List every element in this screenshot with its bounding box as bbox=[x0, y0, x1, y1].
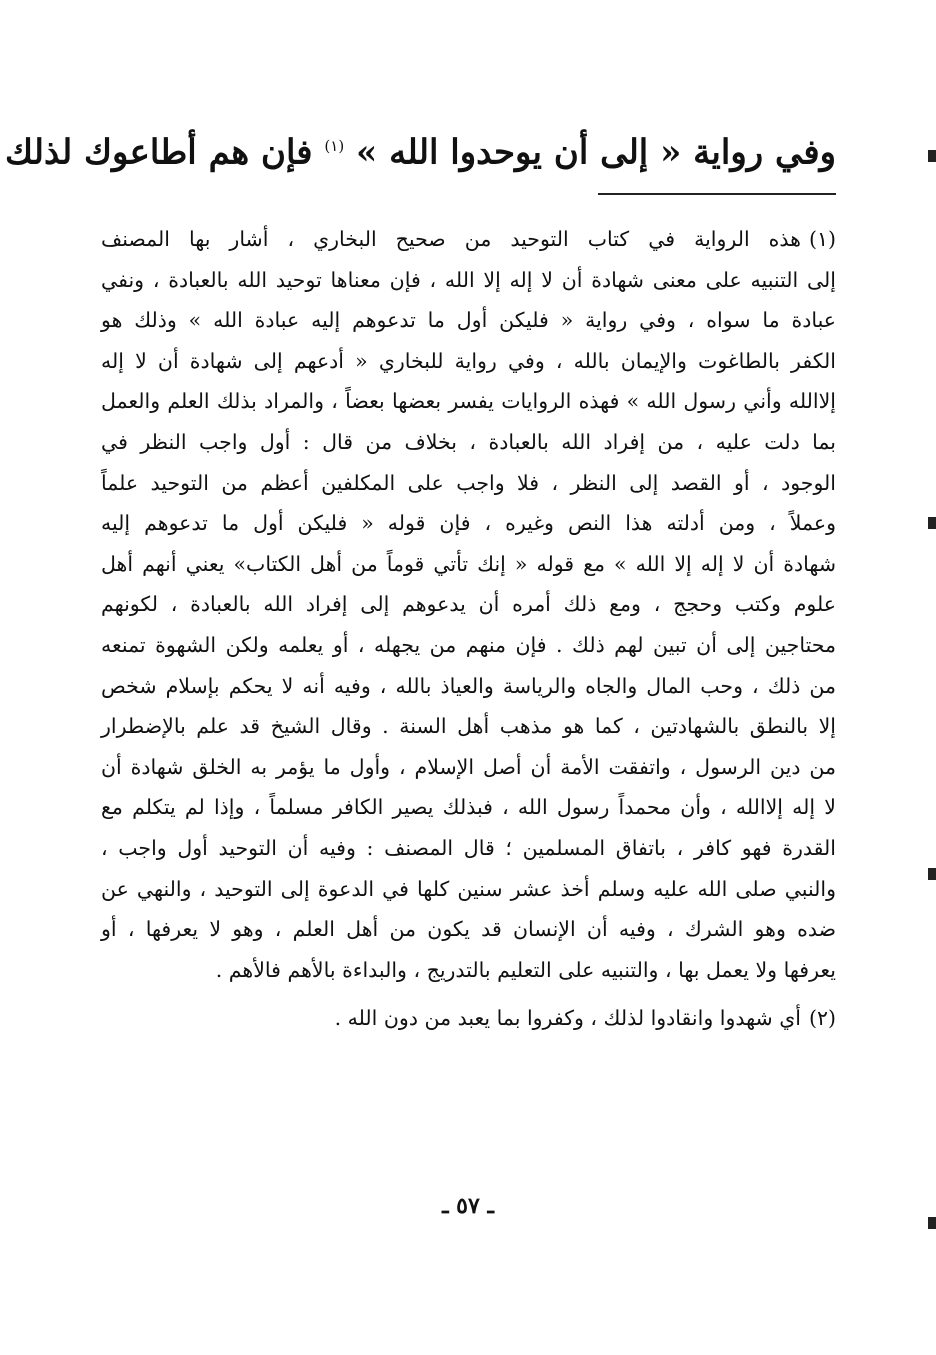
footnote-line: وعملاً ، ومن أدلته هذا النص وغيره ، فإن قوله « فليكن أول ما تدعوهم إليه bbox=[101, 511, 836, 536]
footnote-line: الكفر بالطاغوت والإيمان بالله ، وفي رواية للبخاري « أدعهم إلى شهادة أن لا إله bbox=[101, 348, 836, 373]
page-number: ـ ٥٧ ـ bbox=[442, 1193, 494, 1219]
main-text-line bbox=[4, 118, 836, 180]
footnote-line: علوم وكتب وحجج ، ومع ذلك أمره أن يدعوهم إلى إفراد الله بالعبادة ، لكونهم bbox=[101, 592, 836, 617]
footnote-ref-1: (١) bbox=[324, 137, 345, 155]
footnote-line: الوجود ، أو القصد إلى النظر ، فلا واجب على المكلفين أعظم من التوحيد علماً bbox=[101, 470, 836, 495]
footnote-line: إلاالله وأني رسول الله » فهذه الروايات يفسر بعضها بعضاً ، والمراد بذلك العلم والعمل bbox=[101, 389, 836, 414]
footnote-line: لا إله إلاالله ، وأن محمداً رسول الله ، فبذلك يصير الكافر مسلماً ، وإذا لم يتكلم مع bbox=[101, 795, 836, 820]
main-text-part1: وفي رواية « إلى أن يوحدوا الله » bbox=[356, 132, 836, 173]
margin-mark bbox=[928, 868, 936, 880]
footnote-number: (٢) bbox=[808, 1006, 836, 1031]
main-text-part2: فإن هم أطاعوك لذلك bbox=[4, 132, 313, 173]
footnote-line: (١)هذه الرواية في كتاب التوحيد من صحيح البخاري ، أشار بها المصنف bbox=[101, 227, 836, 251]
footnote-line: عبادة ما سواه ، وفي رواية « فليكن أول ما تدعوهم إليه عبادة الله » وذلك هو bbox=[101, 308, 836, 333]
footnote-number: (١) bbox=[808, 227, 836, 251]
footnote-line: شهادة أن لا إله إلا الله » مع قوله « إنك تأتي قوماً من أهل الكتاب» يعني أنهم أهل bbox=[101, 551, 836, 576]
footnote-line: القدرة فهو كافر ، باتفاق المسلمين ؛ قال المصنف : وفيه أن التوحيد أول واجب ، bbox=[101, 835, 836, 860]
footnote-line: إلا بالنطق بالشهادتين ، كما هو مذهب أهل السنة . وقال الشيخ قد علم بالإضطرار bbox=[101, 714, 836, 739]
footnote-line: من ذلك ، وحب المال والجاه والرياسة والعياذ بالله ، وفيه أنه لا يحكم بإسلام شخص bbox=[101, 673, 836, 698]
footnote-line: محتاجين إلى أن تبين لهم ذلك . فإن منهم من يجهله ، أو يعلمه ولكن الشهوة تمنعه bbox=[101, 632, 836, 657]
footnote-line: ضده وهو الشرك ، وفيه أن الإنسان قد يكون من أهل العلم ، وهو لا يعرفها ، أو bbox=[101, 917, 836, 942]
footnote-line: والنبي صلى الله عليه وسلم أخذ عشر سنين كلها في الدعوة إلى التوحيد ، والنهي عن bbox=[101, 876, 836, 901]
footnote-line: إلى التنبيه على معنى شهادة أن لا إله إلا الله ، فإن معناها توحيد الله بالعبادة ، ونفي bbox=[101, 267, 836, 292]
footnote-line: بما دلت عليه ، من إفراد الله بالعبادة ، بخلاف من قال : أول واجب النظر في bbox=[101, 429, 836, 454]
footnote-2 bbox=[101, 998, 836, 1039]
footnote-separator bbox=[598, 193, 836, 195]
footnote-1 bbox=[101, 219, 836, 990]
margin-mark bbox=[928, 1217, 936, 1229]
margin-mark bbox=[928, 517, 936, 529]
footnotes-section bbox=[101, 219, 836, 1039]
footnote-line: يعرفها ولا يعمل بها ، والتنبيه على التعليم بالتدريج ، والبداءة بالأهم فالأهم . bbox=[215, 957, 836, 982]
footnote-line: من دين الرسول ، واتفقت الأمة أن أصل الإسلام ، وأول ما يؤمر به الخلق شهادة أن bbox=[101, 754, 836, 779]
margin-mark bbox=[928, 150, 936, 162]
footnote-line: (٢)أي شهدوا وانقادوا لذلك ، وكفروا بما يعبد من دون الله . bbox=[334, 1006, 836, 1031]
